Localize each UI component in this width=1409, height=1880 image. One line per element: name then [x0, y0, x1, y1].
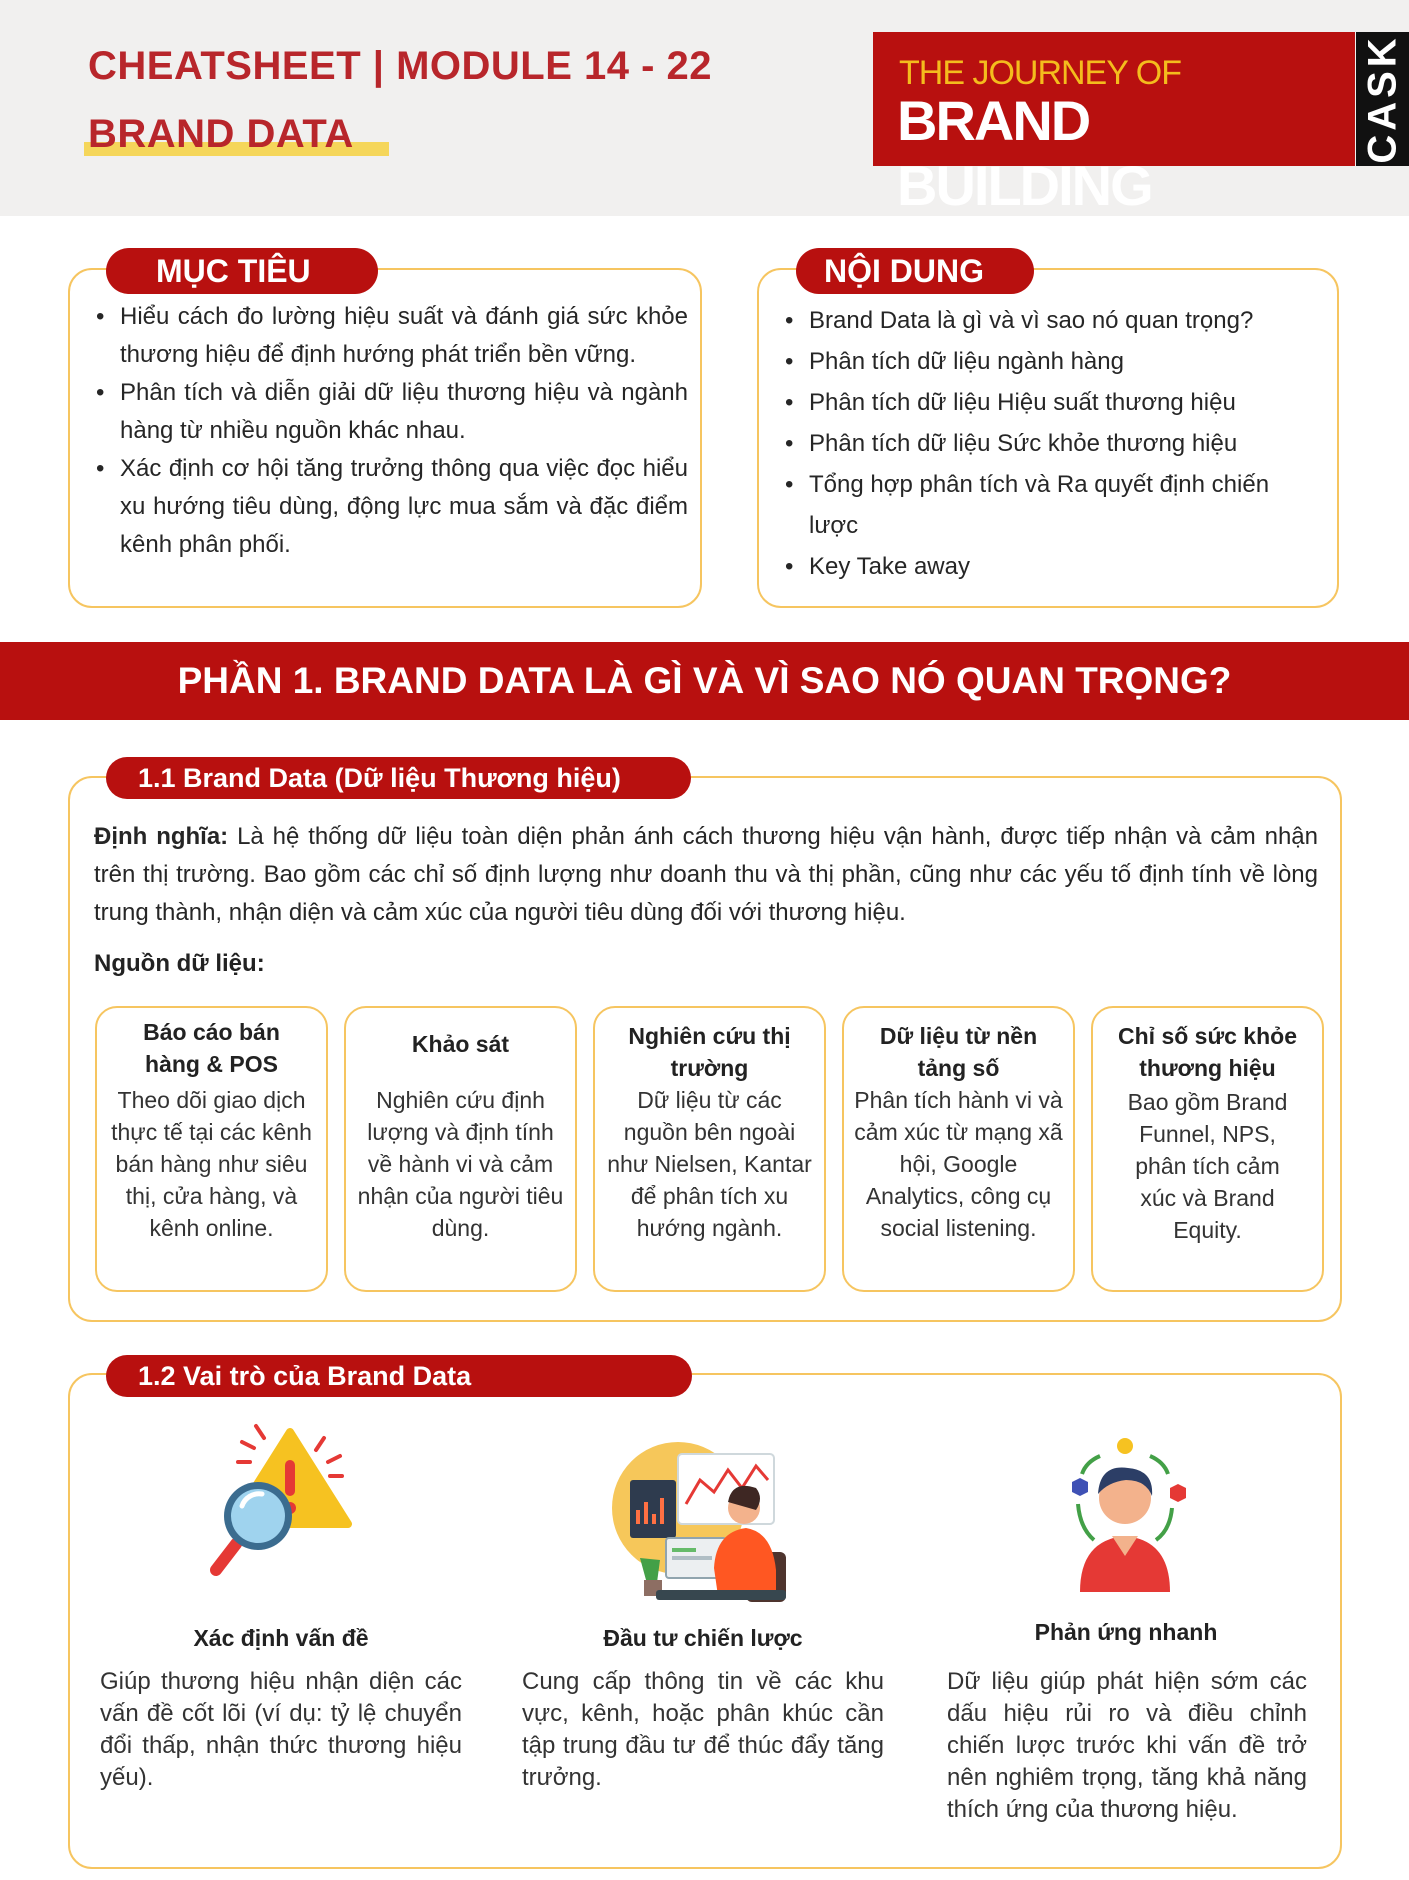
person-cycle-icon	[1050, 1436, 1200, 1596]
source-title: Khảo sát	[411, 1031, 510, 1057]
source-title: Báo cáo bán hàng & POS	[143, 1019, 280, 1077]
source-card-digital-platforms	[842, 1006, 1075, 1292]
definition-text: Là hệ thống dữ liệu toàn diện phản ánh cách thương hiệu vận hành, được tiếp nhận và cảm nhận trên thị trường. Bao gồm các chỉ số định lượng như doanh thu và thị phần, cũng như các yếu tố định tính về lòng trung thành, nhận diện và cảm xúc của người tiêu dùng đối với thương hiệu.	[94, 823, 1318, 926]
section-1-2-label: 1.2 Vai trò của Brand Data	[106, 1355, 692, 1397]
definition-paragraph	[94, 818, 1318, 932]
list-item: • Phân tích và diễn giải dữ liệu thương hiệu và ngành hàng từ nhiều nguồn khác nhau.	[92, 374, 688, 450]
objectives-box	[68, 268, 702, 608]
source-title: Chỉ số sức khỏe thương hiệu	[1118, 1023, 1297, 1081]
source-body: Nghiên cứu định lượng và định tính về hành vi và cảm nhận của người tiêu dùng.	[357, 1087, 564, 1241]
source-card-survey	[344, 1006, 577, 1292]
logo-tagline: THE JOURNEY OF	[899, 54, 1181, 92]
section-1-1-label: 1.1 Brand Data (Dữ liệu Thương hiệu)	[106, 757, 691, 799]
list-item: • Tổng hợp phân tích và Ra quyết định chiến lược	[781, 464, 1279, 546]
source-body: Dữ liệu từ các nguồn bên ngoài như Nielsen, Kantar để phân tích xu hướng ngành.	[607, 1087, 812, 1241]
sources-label: Nguồn dữ liệu:	[94, 950, 265, 977]
role-title: Phản ứng nhanh	[1034, 1619, 1218, 1645]
brand-logo	[873, 32, 1355, 217]
contents-label: NỘI DUNG	[796, 248, 1034, 294]
contents-list	[781, 300, 1321, 587]
source-card-sales-pos	[95, 1006, 328, 1292]
source-body: Phân tích hành vi và cảm xúc từ mạng xã hội, Google Analytics, công cụ social listening.	[854, 1087, 1063, 1241]
source-body: Bao gồm Brand Funnel, NPS, phân tích cảm xúc và Brand Equity.	[1127, 1089, 1288, 1243]
contents-box	[757, 268, 1339, 608]
role-body: Dữ liệu giúp phát hiện sớm các dấu hiệu rủi ro và điều chỉnh chiến lược trước khi vấn đề trở nên nghiêm trọng, tăng khả năng thích ứng của thương hiệu.	[947, 1668, 1307, 1823]
logo-wordmark: BRAND BUILDING	[897, 89, 1152, 217]
list-item: • Phân tích dữ liệu ngành hàng	[781, 341, 1321, 382]
list-item: • Brand Data là gì và vì sao nó quan trọng?	[781, 300, 1321, 341]
source-title: Dữ liệu từ nền tảng số	[879, 1023, 1038, 1081]
list-item: • Xác định cơ hội tăng trưởng thông qua việc đọc hiểu xu hướng tiêu dùng, động lực mua sắm và đặc điểm kênh phân phối.	[92, 450, 688, 564]
list-item: • Key Take away	[781, 546, 1321, 587]
cheatsheet-title: CHEATSHEET | MODULE 14 - 22	[88, 44, 713, 88]
source-card-market-research	[593, 1006, 826, 1292]
cheatsheet-subtitle: BRAND DATA	[88, 112, 354, 156]
role-body: Giúp thương hiệu nhận diện các vấn đề cốt lõi (ví dụ: tỷ lệ chuyển đổi thấp, nhận thức thương hiệu yếu).	[100, 1668, 462, 1791]
logo-side-text: CASK	[1360, 34, 1404, 164]
list-item: • Phân tích dữ liệu Sức khỏe thương hiệu	[781, 423, 1321, 464]
objectives-list	[92, 298, 688, 564]
header	[0, 0, 1409, 216]
source-body: Theo dõi giao dịch thực tế tại các kênh bán hàng như siêu thị, cửa hàng, và kênh online.	[111, 1087, 312, 1241]
source-title: Nghiên cứu thị trường	[628, 1023, 791, 1081]
role-title: Đầu tư chiến lược	[603, 1625, 803, 1651]
logo-side-block	[1356, 32, 1409, 166]
part1-banner	[0, 642, 1409, 720]
part1-title: PHẦN 1. BRAND DATA LÀ GÌ VÀ VÌ SAO NÓ QUAN TRỌNG?	[177, 660, 1232, 701]
magnifier-warning-icon	[206, 1420, 356, 1580]
analyst-laptop-icon	[596, 1440, 796, 1610]
role-title: Xác định vấn đề	[193, 1625, 369, 1651]
list-item: • Hiểu cách đo lường hiệu suất và đánh giá sức khỏe thương hiệu để định hướng phát triển bền vững.	[92, 298, 688, 374]
objectives-label: MỤC TIÊU	[106, 248, 378, 294]
list-item: • Phân tích dữ liệu Hiệu suất thương hiệu	[781, 382, 1321, 423]
role-body: Cung cấp thông tin về các khu vực, kênh, hoặc phân khúc cần tập trung đầu tư để thúc đẩy tăng trưởng.	[522, 1668, 884, 1791]
definition-label: Định nghĩa:	[94, 823, 229, 850]
source-card-brand-health	[1091, 1006, 1324, 1292]
